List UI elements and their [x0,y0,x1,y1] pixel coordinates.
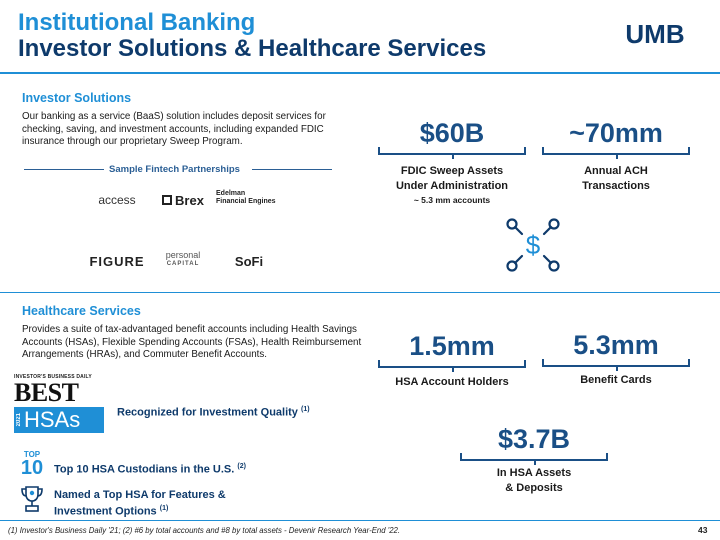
partners-rule-left [24,169,104,170]
stat-benefit-cards [542,330,690,367]
edelman-logo-line2: Financial Engines [216,198,276,205]
dollar-symbol: $ [525,230,541,260]
stat-benefit-cards-label: Benefit Cards [580,374,652,386]
stat-ach-label-line1: Annual ACH [584,165,648,177]
page-title-line2: Investor Solutions & Healthcare Services [18,35,487,62]
award3-line2: Investment Options [54,505,157,518]
umb-logo-text: UMB [625,22,685,46]
award3-ref: (1) [159,505,169,512]
stat-ach-label-line2: Transactions [582,180,650,192]
partners-rule-right [252,169,332,170]
page-number: 43 [698,525,708,535]
umb-logo-icon [611,22,699,46]
stat-hsa-assets-value: $3.7B [497,424,571,454]
footer-divider [0,520,720,521]
stat-benefit-cards-value: 5.3mm [573,330,659,360]
trophy-icon [20,484,44,514]
stat-ach [542,118,690,155]
stat-fdic-sub: ~ 5.3 mm accounts [413,195,491,205]
stat-benefit-bracket [542,359,690,367]
money-network-icon [502,214,564,276]
stat-hsa-bracket [378,360,526,368]
umb-logo [611,22,699,46]
partner-logo-personal-capital [150,243,216,275]
badge-year: 2021 [16,413,22,427]
stat-hsa-holders [378,331,526,368]
partner-logo-access [84,184,150,216]
top10-top: TOP [23,450,41,459]
brex-logo-text: Brex [175,192,204,208]
page-title-line1: Institutional Banking [18,9,256,36]
sofi-logo-text: SoFi [234,253,264,269]
stat-hsa-assets [460,424,608,461]
stat-fdic-label-line1: FDIC Sweep Assets [400,165,504,177]
badge-best: BEST [14,378,79,407]
stat-hsa-assets-label-line2: & Deposits [505,482,563,494]
personal-capital-line1: personal [165,250,201,260]
investor-solutions-heading: Investor Solutions [22,91,132,105]
access-logo-text: access [98,193,136,207]
brex-mark-icon [162,195,172,205]
partner-logo-brex [150,184,216,216]
stat-assets-bracket [460,453,608,461]
award2-ref: (2) [237,463,246,470]
investor-description: Our banking as a service (BaaS) solution includes deposit services for checking, saving, and investment accounts, including expanded FDIC insurance through our proprietary Sweep Program. [22,111,326,147]
best-hsas-badge [14,374,104,442]
figure-logo-text: FIGURE [89,253,145,269]
stat-fdic-sweep [378,118,526,155]
header-divider [0,72,720,74]
badge-publisher: INVESTOR'S BUSINESS DAILY [14,374,92,380]
award3-line1: Named a Top HSA for Features & [54,489,226,501]
healthcare-heading: Healthcare Services [22,304,141,318]
award1-ref: (1) [300,406,310,413]
stat-hsa-assets-label-line1: In HSA Assets [496,467,572,479]
award-top-hsa-features [54,488,226,519]
badge-hsas-bar [14,407,104,433]
edelman-logo-line1: Edelman [216,190,246,197]
stat-ach-bracket [542,147,690,155]
stat-hsa-holders-label: HSA Account Holders [395,376,509,388]
personal-capital-line2: CAPITAL [166,261,200,267]
top10-num: 10 [20,457,44,479]
partner-logo-figure [84,245,150,277]
stat-hsa-holders-value: 1.5mm [409,331,495,361]
badge-hsas: HSAs [24,407,81,432]
section-divider [0,292,720,293]
partner-logo-sofi [216,245,282,277]
stat-ach-value: ~70mm [569,118,663,148]
award2-text: Top 10 HSA Custodians in the U.S. [54,463,235,476]
stat-fdic-bracket [378,147,526,155]
partners-label: Sample Fintech Partnerships [109,164,240,175]
award1-text: Recognized for Investment Quality [117,406,298,419]
partner-logo-edelman [216,182,282,214]
top10-badge [18,450,46,478]
award-top10-custodians [54,460,246,477]
footnote: (1) Investor's Business Daily '21; (2) #6 by total accounts and #8 by total assets - Devenir Research Year-End '22. [8,526,401,535]
award-investment-quality [117,403,310,420]
stat-fdic-label-line2: Under Administration [395,180,509,192]
stat-fdic-sweep-value: $60B [419,118,485,148]
healthcare-description: Provides a suite of tax-advantaged benefit accounts including Health Savings Accounts (HSAs), Flexible Spending Accounts (FSAs), Health Reimbursement Arrangements (HRAs), and Commuter Benefit Accounts. [22,324,362,360]
